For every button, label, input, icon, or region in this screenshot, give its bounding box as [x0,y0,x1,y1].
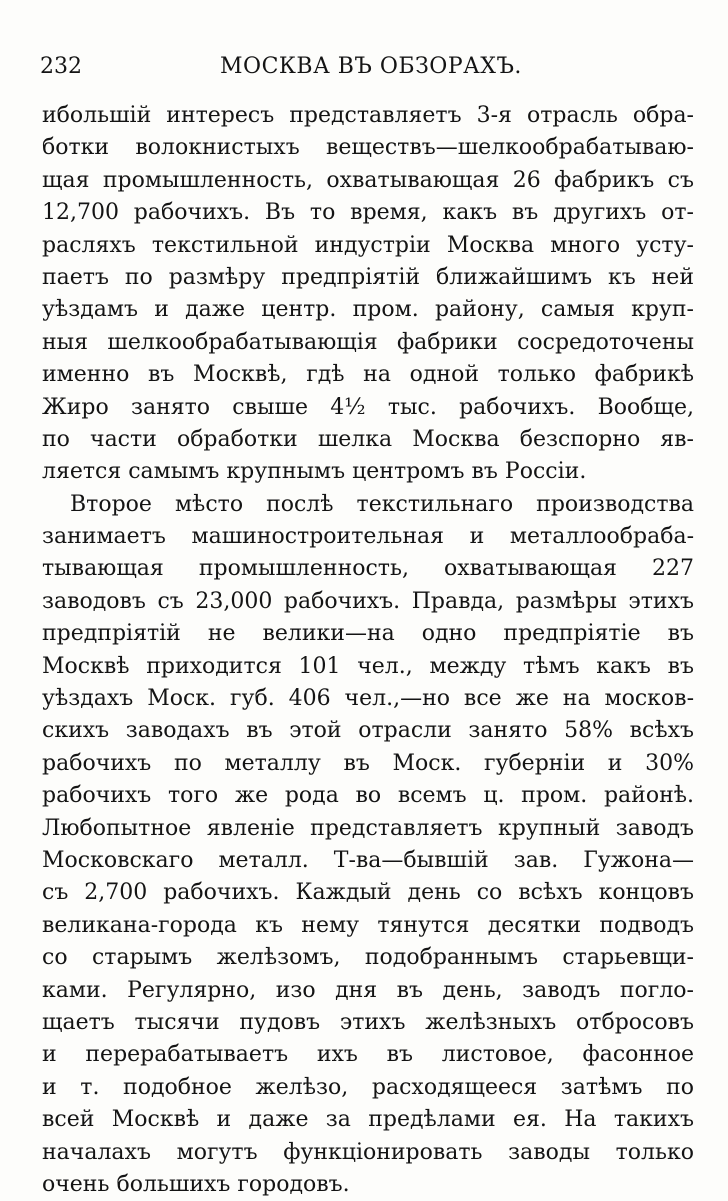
text-line: ныя шелкообрабатывающія фабрики сосредоточены [42,329,694,355]
body-text [42,100,694,1201]
text-line: занимаетъ машиностроительная и металлообраба- [42,524,694,550]
text-line: именно въ Москвѣ, гдѣ на одной только фабрикѣ [42,362,694,388]
text-line: Второе мѣсто послѣ текстильнаго производства [70,491,694,517]
text-line: уѣздахъ Моск. губ. 406 чел.,—но все же на москов- [42,686,694,712]
text-line: рабочихъ того же рода во всемъ ц. пром. районѣ. [42,783,694,809]
text-line: ляется самымъ крупнымъ центромъ въ Россіи. [42,459,587,485]
text-line: заводовъ съ 23,000 рабочихъ. Правда, размѣры этихъ [42,588,694,614]
page-number: 232 [40,54,82,79]
text-line: паетъ по размѣру предпріятій ближайшимъ къ ней [42,264,694,290]
text-line: Москвѣ приходится 101 чел., между тѣмъ какъ въ [42,653,694,679]
text-line: и перерабатываетъ ихъ въ листовое, фасонное [42,1042,694,1068]
text-line: расляхъ текстильной индустріи Москва много усту- [42,232,694,258]
page-header [40,52,680,82]
text-line: Жиро занято свыше 4½ тыс. рабочихъ. Вообще, [42,394,694,420]
text-line: съ 2,700 рабочихъ. Каждый день со всѣхъ концовъ [42,880,694,906]
text-line: скихъ заводахъ въ этой отрасли занято 58% всѣхъ [42,718,694,744]
text-line: Любопытное явленіе представляетъ крупный заводъ [42,815,694,841]
text-line: тывающая промышленность, охватывающая 227 [42,556,694,582]
text-line: великана-города къ нему тянутся десятки подводъ [42,912,694,938]
text-line: со старымъ желѣзомъ, подобраннымъ старьевщи- [42,945,694,971]
text-line: очень большихъ городовъ. [42,1171,350,1197]
text-line: предпріятій не велики—на одно предпріятіе въ [42,621,694,647]
text-line: ибольшій интересъ представляетъ 3-я отрасль обра- [42,103,694,128]
text-line: уѣздамъ и даже центр. пром. району, самыя круп- [42,297,694,323]
text-line: Московскаго металл. Т-ва—бывшій зав. Гужона— [42,847,694,873]
text-line: всей Москвѣ и даже за предѣлами ея. На такихъ [42,1107,694,1133]
text-line: и т. подобное желѣзо, расходящееся затѣмъ по [42,1074,694,1100]
running-title: МОСКВА ВЪ ОБЗОРАХЪ. [220,54,522,79]
text-line: по части обработки шелка Москва безспорно яв- [42,426,694,452]
text-line: началахъ могутъ функціонировать заводы только [42,1139,694,1165]
text-line: ками. Регулярно, изо дня въ день, заводъ погло- [42,977,694,1003]
text-line: щая промышленность, охватывающая 26 фабрикъ съ [42,167,694,193]
text-line: рабочихъ по металлу въ Моск. губерніи и 30% [42,750,694,776]
text-line: щаетъ тысячи пудовъ этихъ желѣзныхъ отбросовъ [42,1009,694,1035]
text-line: ботки волокнистыхъ веществъ—шелкообрабатываю- [42,135,694,161]
text-line: 12,700 рабочихъ. Въ то время, какъ въ другихъ от- [42,200,694,226]
